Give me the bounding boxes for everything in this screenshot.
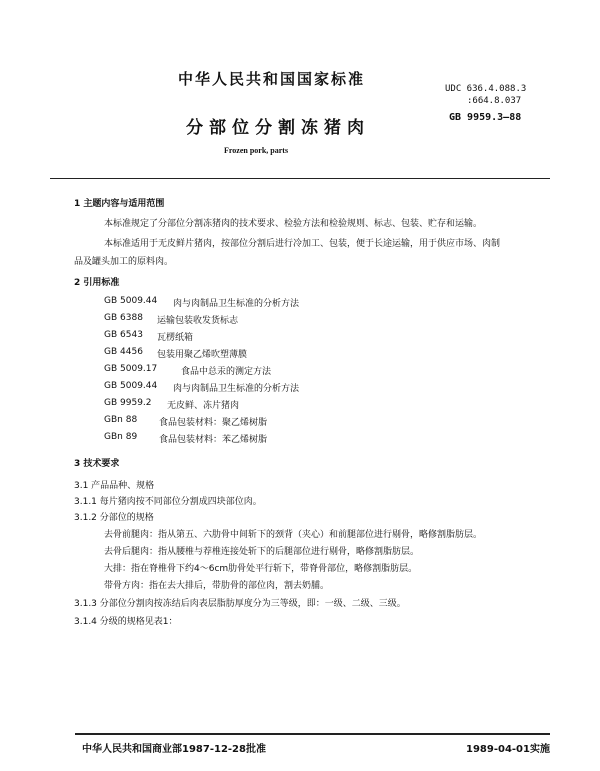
- ref-name: 运输包装收发货标志: [157, 316, 239, 326]
- clause-3-1-1: 3.1.1 每片猪肉按不同部位分割成四块部位肉。: [74, 497, 262, 507]
- ref-name: 食品包装材料：苯乙烯树脂: [159, 435, 268, 445]
- ref-name: 包装用聚乙烯吹塑薄膜: [157, 350, 248, 360]
- part-hind-leg: 去骨后腿肉：指从腰椎与荐椎连接处斩下的后腿部位进行剔骨，略修割脂肪层。: [104, 547, 420, 557]
- ref-code: GB 5009.44: [104, 381, 158, 391]
- document-title: 分部位分割冻猪肉: [186, 118, 370, 138]
- section-1-heading: 1 主题内容与适用范围: [74, 199, 165, 209]
- clause-3-1: 3.1 产品品种、规格: [74, 481, 155, 491]
- ref-name: 食品包装材料：聚乙烯树脂: [159, 418, 268, 428]
- section-1-para-1: 本标准规定了分部位分割冻猪肉的技术要求、检验方法和检验规则、标志、包装、贮存和运输。: [104, 219, 483, 229]
- ref-code: GB 5009.17: [104, 364, 158, 374]
- ref-code: GB 6388: [104, 313, 143, 323]
- english-title: Frozen pork, parts: [224, 146, 289, 155]
- section-1-para-2a: 本标准适用于无皮鲜片猪肉，按部位分割后进行冷加工、包装，便于长途运输，用于供应市场、肉制: [104, 239, 501, 249]
- header-rule: [50, 178, 550, 179]
- ref-code: GBn 89: [104, 432, 138, 442]
- ref-code: GB 5009.44: [104, 296, 158, 306]
- ref-name: 无皮鲜、冻片猪肉: [167, 401, 240, 411]
- section-2-heading: 2 引用标准: [74, 278, 120, 288]
- ref-name: 食品中总汞的测定方法: [181, 367, 272, 377]
- section-1-para-2b: 品及罐头加工的原料肉。: [74, 257, 174, 267]
- ref-code: GBn 88: [104, 415, 138, 425]
- clause-3-1-2: 3.1.2 分部位的规格: [74, 513, 154, 523]
- standard-title: 中华人民共和国国家标准: [178, 70, 366, 88]
- ref-name: 瓦楞纸箱: [157, 333, 194, 343]
- footer-rule: [75, 733, 550, 735]
- part-front-leg: 去骨前腿肉：指从第五、六肋骨中间斩下的颈背（夹心）和前腿部位进行剔骨，略修割脂肪层。: [104, 530, 483, 540]
- part-loin: 大排：指在脊椎骨下约4～6cm肋骨处平行斩下，带脊骨部位，略修割脂肪层。: [104, 564, 418, 574]
- clause-3-1-3: 3.1.3 分部位分割肉按冻结后肉表层脂肪厚度分为三等级，即：一级、二级、三级。: [74, 599, 406, 609]
- section-3-heading: 3 技术要求: [74, 459, 120, 469]
- clause-3-1-4: 3.1.4 分级的规格见表1：: [74, 617, 178, 627]
- effective-date: 1989-04-01实施: [466, 744, 550, 755]
- ref-code: GB 9959.2: [104, 398, 152, 408]
- ref-name: 肉与肉制品卫生标准的分析方法: [173, 299, 300, 309]
- udc-code-continued: :664.8.037: [467, 96, 522, 106]
- ref-code: GB 6543: [104, 330, 143, 340]
- part-belly: 带骨方肉：指在去大排后，带肋骨的部位肉，割去奶脯。: [104, 581, 330, 591]
- ref-code: GB 4456: [104, 347, 143, 357]
- ref-name: 肉与肉制品卫生标准的分析方法: [173, 384, 300, 394]
- issued-date: 中华人民共和国商业部1987-12-28批准: [82, 744, 266, 755]
- gb-number: GB 9959.3—88: [449, 112, 522, 123]
- udc-code: UDC 636.4.088.3: [445, 84, 527, 94]
